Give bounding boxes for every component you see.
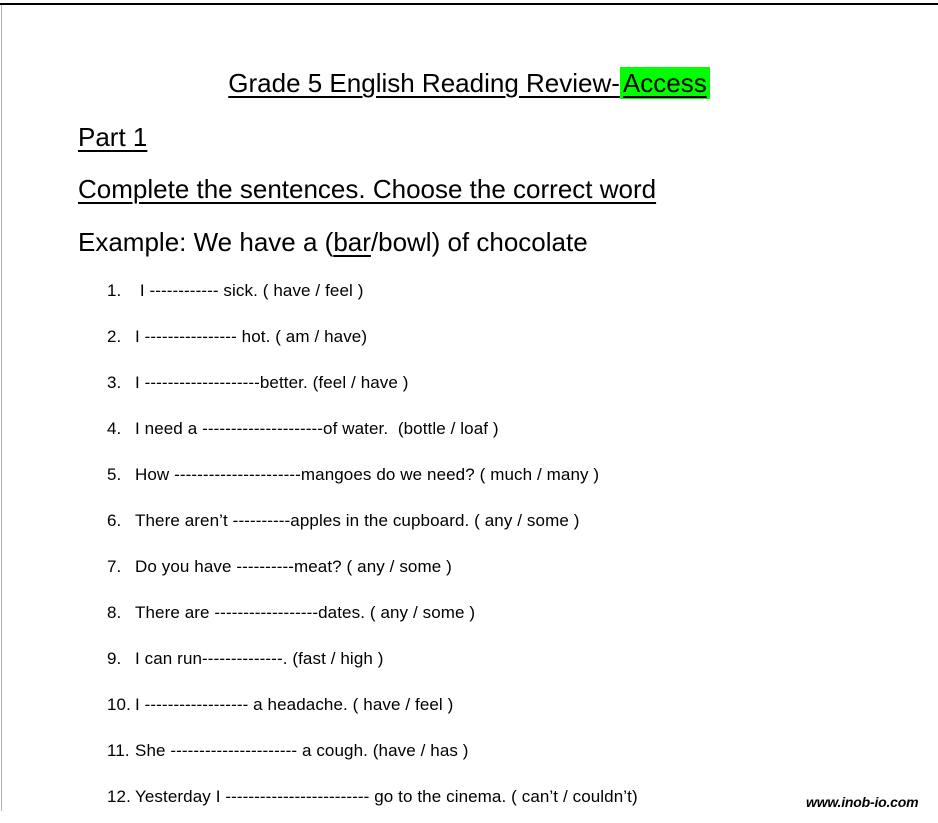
list-item	[107, 787, 867, 823]
list-item-number: 1.	[107, 281, 122, 300]
list-item-text: I ------------ sick. ( have / feel )	[135, 281, 364, 300]
list-item-number: 12.	[107, 787, 131, 806]
example-prefix: Example: We have a (	[78, 227, 334, 257]
list-item-text: I need a ---------------------of water. (bottle / loaf )	[135, 419, 499, 438]
list-item-text: There aren’t ----------apples in the cupboard. ( any / some )	[135, 511, 580, 530]
list-item	[107, 281, 867, 327]
list-item-number: 8.	[107, 603, 122, 622]
part-heading: Part 1	[78, 122, 148, 152]
list-item-text: Do you have ----------meat? ( any / some )	[135, 557, 452, 576]
list-item-text: She ---------------------- a cough. (have / has )	[135, 741, 469, 760]
page-title-main: Grade 5 English Reading Review-	[228, 68, 620, 98]
page-title	[0, 66, 938, 100]
list-item	[107, 695, 867, 741]
list-item-number: 11.	[107, 741, 130, 760]
list-item-number: 6.	[107, 511, 122, 530]
list-item-number: 3.	[107, 373, 122, 392]
list-item	[107, 465, 867, 511]
list-item-text: I can run--------------. (fast / high )	[135, 649, 384, 668]
list-item	[107, 557, 867, 603]
left-border-line	[1, 5, 2, 811]
list-item-number: 4.	[107, 419, 122, 438]
page-title-highlight: Access	[620, 67, 710, 99]
watermark: www.inob-io.com	[806, 794, 919, 810]
list-item-text: Yesterday I ------------------------- go to the cinema. ( can’t / couldn’t)	[135, 787, 638, 806]
list-item	[107, 741, 867, 787]
list-item-number: 7.	[107, 557, 122, 576]
instructions-heading: Complete the sentences. Choose the correct word	[78, 174, 657, 204]
list-item-text: There are ------------------dates. ( any / some )	[135, 603, 476, 622]
example-line	[78, 225, 588, 259]
example-underlined-word: bar	[333, 227, 371, 257]
list-item	[107, 373, 867, 419]
list-item-text: I ------------------ a headache. ( have / feel )	[135, 695, 454, 714]
list-item	[107, 327, 867, 373]
top-border-line	[0, 3, 938, 5]
list-item	[107, 649, 867, 695]
list-item	[107, 511, 867, 557]
list-item-text: I ---------------- hot. ( am / have)	[135, 327, 368, 346]
list-item-number: 9.	[107, 649, 122, 668]
list-item	[107, 419, 867, 465]
list-item-text: I --------------------better. (feel / have )	[135, 373, 409, 392]
example-suffix: /bowl) of chocolate	[370, 227, 588, 257]
list-item-text: How ----------------------mangoes do we need? ( much / many )	[135, 465, 600, 484]
question-list	[107, 281, 867, 823]
list-item-number: 2.	[107, 327, 122, 346]
list-item-number: 10.	[107, 695, 131, 714]
list-item	[107, 603, 867, 649]
list-item-number: 5.	[107, 465, 122, 484]
